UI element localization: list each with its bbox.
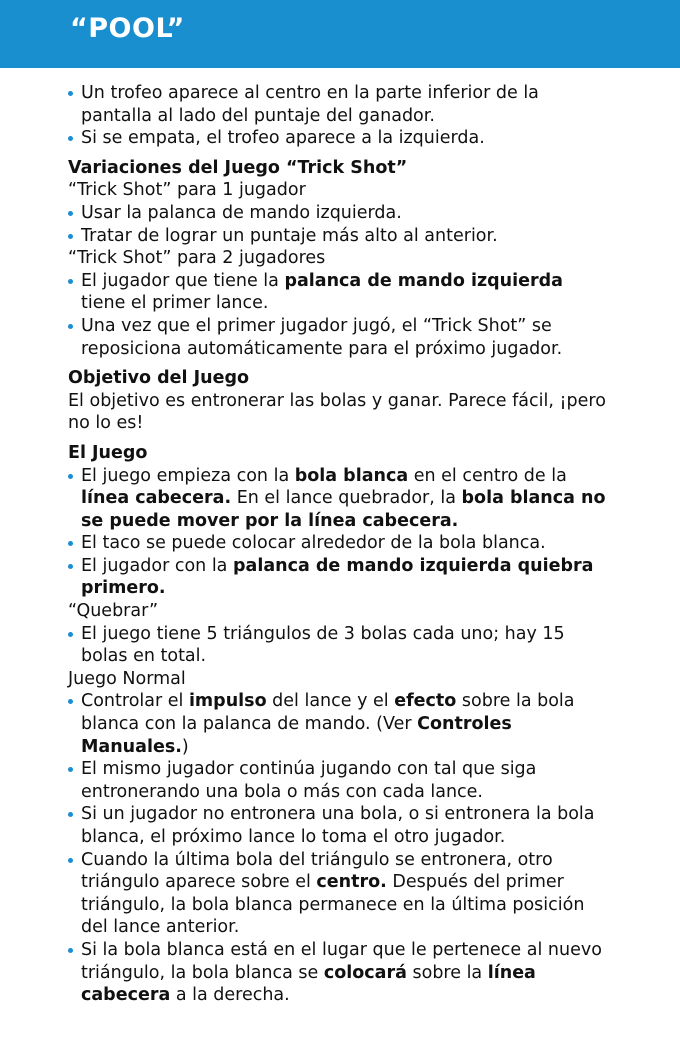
- bullet-item: Una vez que el primer jugador jugó, el “Trick Shot” se reposiciona automáticamente para el próximo jugador.: [68, 315, 608, 360]
- page-title: “POOL”: [70, 13, 185, 44]
- bullet-item: El taco se puede colocar alrededor de la bola blanca.: [68, 532, 608, 555]
- trick-shot-section: [68, 157, 608, 360]
- bullet-item: El jugador con la palanca de mando izquierda quiebra primero.: [68, 555, 608, 600]
- game-section: [68, 442, 608, 1007]
- bullet-item: Controlar el impulso del lance y el efecto sobre la bola blanca con la palanca de mando. (Ver Controles Manuales.): [68, 690, 608, 758]
- intro-bullets: [68, 82, 608, 150]
- section-heading: El Juego: [68, 442, 148, 463]
- bullet-item: Si se empata, el trofeo aparece a la izquierda.: [68, 127, 608, 150]
- bullet-item: El juego tiene 5 triángulos de 3 bolas cada uno; hay 15 bolas en total.: [68, 623, 608, 668]
- objective-section: [68, 367, 608, 435]
- bullet-item: El jugador que tiene la palanca de mando izquierda tiene el primer lance.: [68, 270, 608, 315]
- section-heading: Objetivo del Juego: [68, 368, 250, 389]
- subsection-label: Juego Normal: [68, 668, 186, 689]
- bullet-item: Si un jugador no entronera una bola, o si entronera la bola blanca, el próximo lance lo toma el otro jugador.: [68, 803, 608, 848]
- subsection-label: “Quebrar”: [68, 601, 159, 622]
- document-body: [68, 82, 608, 1007]
- header-bar: [0, 0, 680, 68]
- bullet-item: Usar la palanca de mando izquierda.: [68, 202, 608, 225]
- bullet-item: Si la bola blanca está en el lugar que le pertenece al nuevo triángulo, la bola blanca se colocará sobre la línea cabecera a la derecha.: [68, 939, 608, 1007]
- paragraph: El objetivo es entronerar las bolas y ganar. Parece fácil, ¡pero no lo es!: [68, 390, 606, 434]
- bullet-item: El mismo jugador continúa jugando con tal que siga entronerando una bola o más con cada lance.: [68, 758, 608, 803]
- bullet-item: El juego empieza con la bola blanca en el centro de la línea cabecera. En el lance quebrador, la bola blanca no se puede mover por la línea cabecera.: [68, 465, 608, 533]
- subsection-label: “Trick Shot” para 1 jugador: [68, 180, 306, 201]
- bullet-item: Cuando la última bola del triángulo se entronera, otro triángulo aparece sobre el centro. Después del primer triángulo, la bola blanca permanece en la última posición del lance anterior.: [68, 849, 608, 939]
- subsection-label: “Trick Shot” para 2 jugadores: [68, 248, 326, 269]
- section-heading: Variaciones del Juego “Trick Shot”: [68, 157, 408, 178]
- bullet-item: Un trofeo aparece al centro en la parte inferior de la pantalla al lado del puntaje del ganador.: [68, 82, 608, 127]
- bullet-item: Tratar de lograr un puntaje más alto al anterior.: [68, 225, 608, 248]
